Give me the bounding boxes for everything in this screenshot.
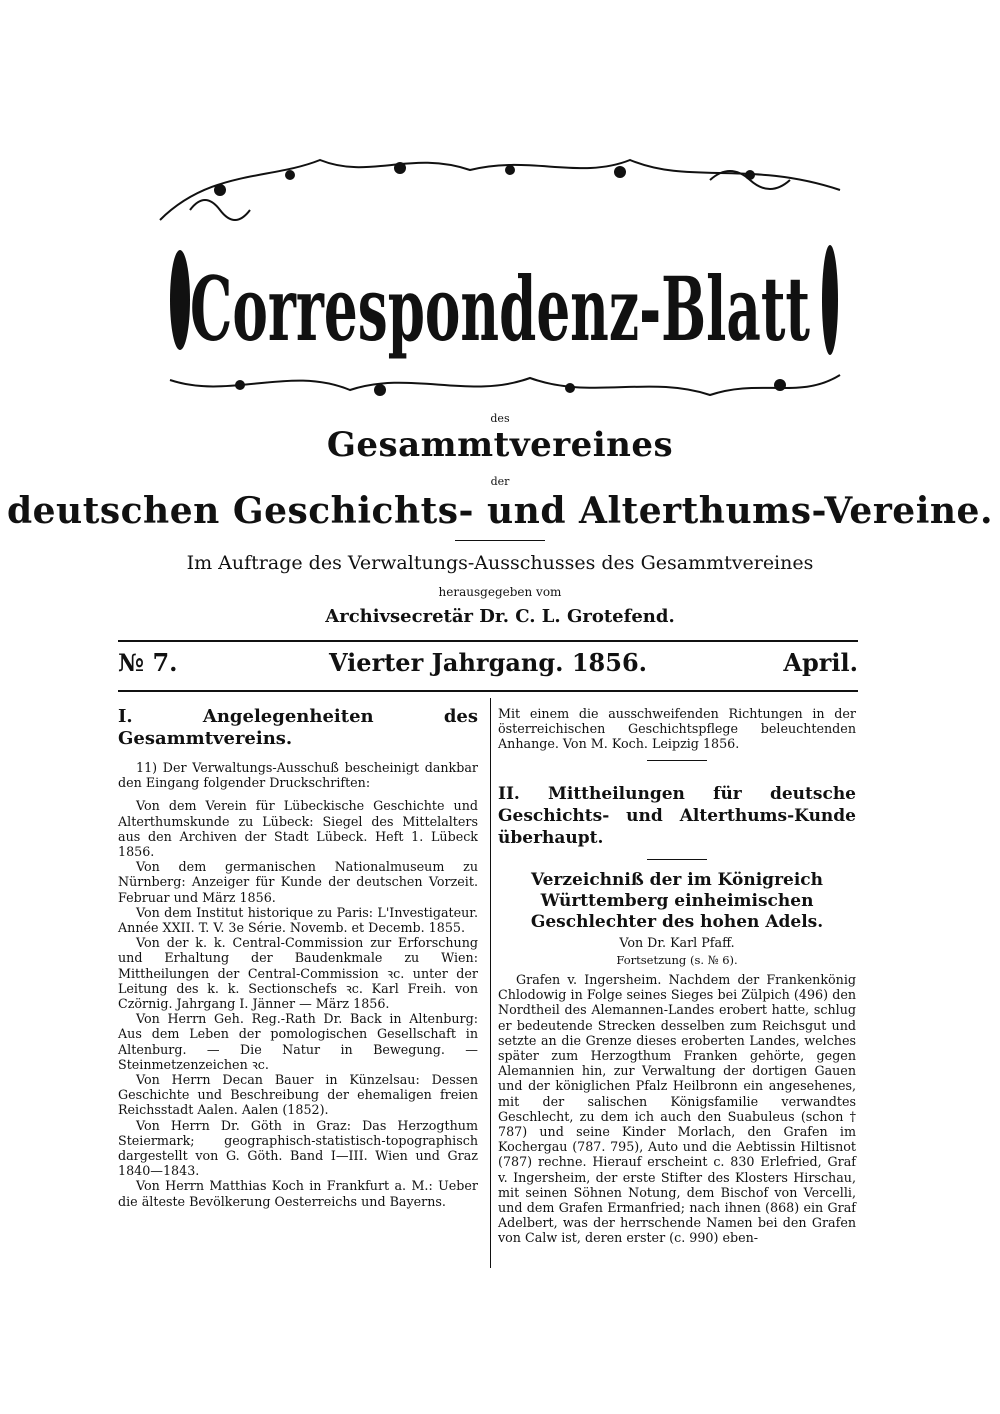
article-author: Von Dr. Karl Pfaff.: [619, 934, 735, 950]
article-body: Grafen v. Ingersheim. Nachdem der Frankenkönig Chlodowig in Folge seines Sieges bei Zülpich (496) den Nordtheil des Alemannen-Landes erobert hatte, schlug er bedeutende Strecken desselben zum Reichsgut und setzte an die Grenze dieses eroberten Landes, welches später zum Herzogthum Franken gehörte, gegen Alemannien hin, zur Verwaltung der dortigen Gauen und der königlichen Pfalz Heilbronn ein angesehenes, mit der salischen Königsfamilie verwandtes Geschlecht, zu dem ich auch den Suabuleus (schon † 787) und seine Kinder Morlach, den Grafen im Kochergau (787. 795), Auto und die Aebtissin Hiltisnot (787) rechne. Hierauf erscheint c. 830 Erlefried, Graf v. Ingersheim, der erste Stifter des Klosters Hirschau, mit seinen Söhnen Notung, dem Bischof von Vercelli, und dem Grafen Ermanfried; nach ihnen (868) ein Graf Adelbert, was der herrschende Namen bei den Grafen von Calw ist, deren erster (c. 990) eben-: [498, 972, 856, 1246]
masthead-title: Correspondenz-Blatt: [190, 257, 811, 361]
right-column: [498, 706, 856, 1246]
issue-row: [118, 648, 858, 688]
commission-line: Im Auftrage des Verwaltungs-Ausschusses des Gesammtvereines: [186, 552, 814, 574]
continued-note: Fortsetzung (s. № 6).: [616, 952, 738, 967]
paragraph: 11) Der Verwaltungs-Ausschuß bescheinigt dankbar den Eingang folgender Druckschriften:: [118, 760, 478, 791]
continuation-text: Mit einem die ausschweifenden Richtungen in der österreichischen Geschichtspflege beleuchtenden Anhange. Von M. Koch. Leipzig 1856.: [498, 706, 856, 752]
paragraph: Von Herrn Geh. Reg.-Rath Dr. Back in Altenburg: Aus dem Leben der pomologischen Gesellschaft in Altenburg. — Die Natur in Bewegung. — Steinmetzenzeichen ꝛc.: [118, 1011, 478, 1072]
header-der: der: [490, 475, 510, 488]
floral-ornament-icon: [150, 150, 850, 410]
published-by: herausgegeben vom: [438, 585, 562, 599]
issue-number: № 7.: [118, 648, 178, 677]
paragraph: Von dem Verein für Lübeckische Geschichte und Alterthumskunde zu Lübeck: Siegel des Mittelalters aus den Archiven der Stadt Lübeck. Heft 1. Lübeck 1856.: [118, 798, 478, 860]
paragraph: Von dem Institut historique zu Paris: L'Investigateur. Année XXII. T. V. 3e Série. Novemb. et Decemb. 1855.: [118, 904, 478, 936]
section-heading-2: II. Mittheilungen für deutsche Geschichts- und Alterthums-Kunde überhaupt.: [498, 783, 856, 848]
short-divider: [647, 859, 707, 860]
article-title: Verzeichniß der im Königreich Württemberg einheimischen Geschlechter des hohen Adels.: [530, 869, 824, 932]
paragraph: Von der k. k. Central-Commission zur Erforschung und Erhaltung der Baudenkmale zu Wien: Mittheilungen der Central-Commission ꝛc. unter der Leitung des k. k. Sectionschefs ꝛc. Karl Freih. von Czörnig. Jahrgang I. Jänner — März 1856.: [118, 935, 478, 1012]
bottom-rule: [118, 690, 858, 692]
issue-volume: Vierter Jahrgang. 1856.: [328, 648, 647, 677]
editor-name: Archivsecretär Dr. C. L. Grotefend.: [325, 606, 675, 627]
subtitle: deutschen Geschichts- und Alterthums-Vereine.: [6, 490, 993, 532]
divider: [455, 540, 545, 541]
top-rule: [118, 640, 858, 642]
paragraph: Von Herrn Matthias Koch in Frankfurt a. M.: Ueber die älteste Bevölkerung Oesterreichs und Bayerns.: [118, 1178, 478, 1209]
short-divider: [647, 760, 707, 761]
left-column: [118, 706, 478, 1209]
issue-month: April.: [783, 648, 858, 677]
paragraph: Von Herrn Decan Bauer in Künzelsau: Dessen Geschichte und Beschreibung der ehemaligen freien Reichsstadt Aalen. Aalen (1852).: [118, 1072, 478, 1118]
section-heading-1: I. Angelegenheiten des Gesammtvereins.: [118, 706, 478, 749]
organization-name: Gesammtvereines: [326, 425, 674, 465]
masthead: [150, 150, 850, 410]
header-des: des: [490, 412, 510, 425]
column-divider: [490, 698, 491, 1268]
paragraph: Von Herrn Dr. Göth in Graz: Das Herzogthum Steiermark; geographisch-statistisch-topographisch dargestellt von G. Göth. Band I—III. Wien und Graz 1840—1843.: [118, 1117, 478, 1179]
paragraph: Von dem germanischen Nationalmuseum zu Nürnberg: Anzeiger für Kunde der deutschen Vorzeit. Februar und März 1856.: [118, 859, 478, 905]
